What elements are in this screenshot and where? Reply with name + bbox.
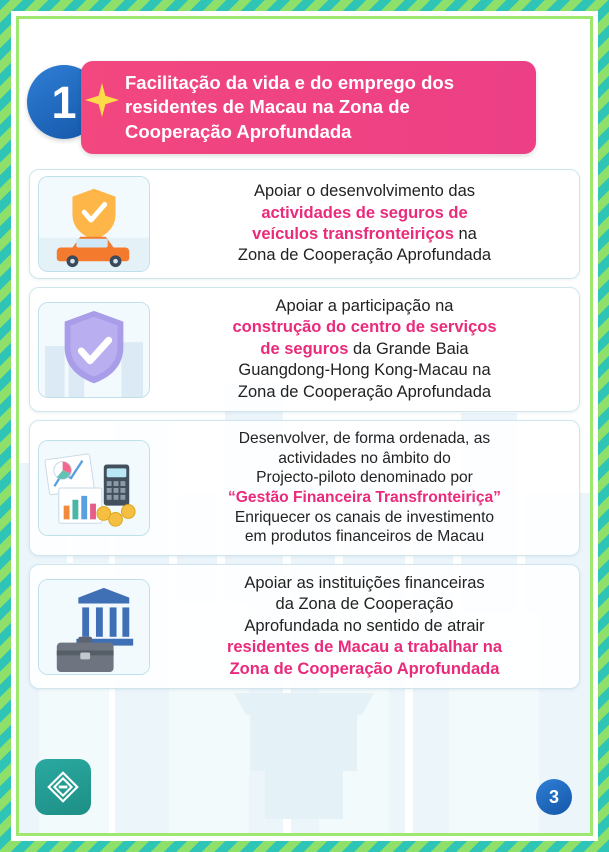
- item-line: Zona de Cooperação Aprofundada: [237, 246, 492, 265]
- item-line: Apoiar as instituições financeiras: [244, 574, 485, 593]
- page-title: Facilitação da vida e do emprego dos residentes de Macau na Zona de Cooperação Aprofundada: [81, 61, 536, 154]
- item-line: Enriquecer os canais de investimento: [234, 508, 495, 526]
- list-item[interactable]: [29, 169, 580, 279]
- section-header: [19, 57, 590, 167]
- footer: [19, 743, 590, 833]
- item-line-highlight: residentes de Macau a trabalhar na: [226, 638, 503, 657]
- item-line-highlight: veículos transfronteiriços: [252, 225, 454, 243]
- list-item[interactable]: [29, 420, 580, 556]
- item-line-suffix: da Grande Baia: [348, 339, 469, 358]
- item-line: Desenvolver, de forma ordenada, as: [238, 430, 491, 448]
- section-number-badge: 1: [27, 65, 101, 139]
- item-list: [19, 169, 590, 697]
- item-text: [158, 571, 571, 682]
- item-line-highlight: “Gestão Financeira Transfronteiriça”: [228, 489, 501, 507]
- shield-check-icon: [38, 302, 150, 398]
- item-line: da Zona de Cooperação: [275, 595, 454, 614]
- list-item[interactable]: [29, 287, 580, 412]
- item-line: Guangdong-Hong Kong-Macau na: [238, 361, 491, 380]
- item-text: [158, 294, 571, 405]
- item-line-highlight: actividades de seguros de: [261, 203, 468, 222]
- item-line: actividades no âmbito do: [278, 449, 451, 467]
- car-insurance-shield-icon: [38, 176, 150, 272]
- item-line: Projecto-piloto denominado por: [256, 469, 473, 487]
- item-line: Aprofundada no sentido de atrair: [244, 616, 485, 635]
- item-line-highlight: de seguros: [260, 339, 349, 358]
- item-line: Apoiar o desenvolvimento das: [253, 182, 476, 201]
- item-line: Apoiar a participação na: [275, 297, 454, 315]
- item-line: Zona de Cooperação Aprofundada: [237, 382, 492, 401]
- item-line-highlight: construção do centro de serviços: [232, 318, 497, 337]
- bank-briefcase-icon: [38, 579, 150, 675]
- poster-content: [19, 19, 590, 833]
- list-item[interactable]: [29, 564, 580, 689]
- item-line-highlight: Zona de Cooperação Aprofundada: [229, 659, 500, 678]
- page-number-badge: 3: [536, 779, 572, 815]
- financial-charts-calculator-icon: [38, 440, 150, 536]
- item-line-suffix: na: [453, 225, 477, 243]
- item-text: [158, 179, 571, 269]
- item-text: [158, 427, 571, 549]
- macau-government-logo: [35, 759, 91, 815]
- sparkle-icon: [85, 83, 119, 117]
- item-line: em produtos financeiros de Macau: [244, 528, 485, 546]
